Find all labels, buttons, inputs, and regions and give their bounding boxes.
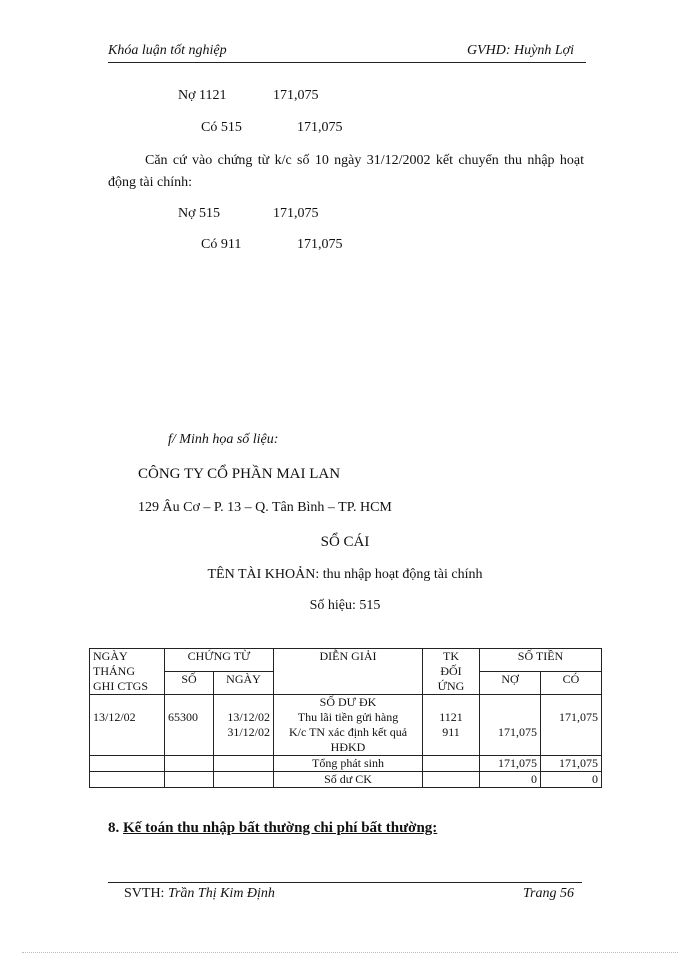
general-ledger-table bbox=[89, 648, 602, 788]
row-description: SỐ DƯ ĐK Thu lãi tiền gửi hàng K/c TN xác định kết quả HĐKD bbox=[274, 695, 423, 756]
entry-account: Nợ 515 bbox=[178, 206, 221, 221]
account-number: Số hiệu: 515 bbox=[309, 598, 381, 613]
entry-account: Có 515 bbox=[201, 120, 242, 135]
header-date: NGÀY THÁNG GHI CTGS bbox=[90, 649, 165, 695]
footer-page-number: Trang 56 bbox=[523, 886, 574, 901]
footer-rule bbox=[108, 882, 582, 883]
illustration-title: f/ Minh họa số liệu: bbox=[168, 432, 279, 447]
entry-debit-1121 bbox=[178, 88, 319, 104]
footer-author: Trần Thị Kim Định bbox=[167, 886, 275, 901]
header-left: Khóa luận tốt nghiệp bbox=[108, 43, 227, 58]
entry-account: Nợ 1121 bbox=[178, 88, 227, 103]
header-voucher: CHỨNG TỪ bbox=[165, 649, 274, 672]
header-debit: NỢ bbox=[480, 672, 541, 695]
row-voucher-dates: 13/12/02 31/12/02 bbox=[214, 695, 274, 756]
table-row bbox=[90, 695, 602, 756]
header-right: GVHD: Huỳnh Lợi bbox=[467, 43, 575, 58]
transfer-paragraph: Căn cứ vào chứng từ k/c số 10 ngày 31/12/2002 kết chuyển thu nhập hoạt động tài chính: bbox=[108, 153, 584, 190]
header-voucher-date: NGÀY bbox=[214, 672, 274, 695]
closing-credit: 0 bbox=[541, 772, 602, 788]
entry-amount: 171,075 bbox=[273, 206, 319, 221]
entry-debit-515 bbox=[178, 206, 319, 222]
header-description: DIỄN GIẢI bbox=[274, 649, 423, 695]
ledger-title: SỔ CÁI bbox=[320, 534, 370, 550]
footer-left bbox=[124, 886, 275, 902]
footer-prefix: SVTH: bbox=[124, 886, 165, 901]
header-rule bbox=[108, 62, 586, 63]
company-name: CÔNG TY CỔ PHẦN MAI LAN bbox=[138, 466, 341, 482]
header-amount: SỐ TIỀN bbox=[480, 649, 602, 672]
header-credit: CÓ bbox=[541, 672, 602, 695]
row-debit: 171,075 bbox=[480, 695, 541, 756]
closing-label: Số dư CK bbox=[274, 772, 423, 788]
row-contra-account: 1121 911 bbox=[423, 695, 480, 756]
total-credit: 171,075 bbox=[541, 756, 602, 772]
entry-amount: 171,075 bbox=[273, 88, 319, 103]
entry-amount: 171,075 bbox=[297, 120, 343, 135]
account-name: TÊN TÀI KHOẢN: thu nhập hoạt động tài chính bbox=[207, 567, 483, 582]
row-voucher-no: 65300 bbox=[165, 695, 214, 756]
closing-debit: 0 bbox=[480, 772, 541, 788]
header-voucher-no: SỐ bbox=[165, 672, 214, 695]
table-closing-row bbox=[90, 772, 602, 788]
section-heading bbox=[108, 820, 437, 837]
company-address: 129 Âu Cơ – P. 13 – Q. Tân Bình – TP. HCM bbox=[138, 500, 392, 515]
page-bottom-dotted-edge bbox=[22, 952, 678, 953]
row-credit: 171,075 bbox=[541, 695, 602, 756]
entry-credit-515 bbox=[201, 120, 343, 136]
entry-credit-911 bbox=[201, 237, 343, 253]
entry-account: Có 911 bbox=[201, 237, 242, 252]
table-header-row bbox=[90, 649, 602, 672]
section-title: Kế toán thu nhập bất thường chi phí bất thường: bbox=[123, 820, 438, 836]
header-contra-account: TK ĐỐI ỨNG bbox=[423, 649, 480, 695]
total-label: Tổng phát sinh bbox=[274, 756, 423, 772]
entry-amount: 171,075 bbox=[297, 237, 343, 252]
row-date: 13/12/02 bbox=[90, 695, 165, 756]
section-number: 8. bbox=[108, 820, 120, 836]
total-debit: 171,075 bbox=[480, 756, 541, 772]
table-total-row bbox=[90, 756, 602, 772]
